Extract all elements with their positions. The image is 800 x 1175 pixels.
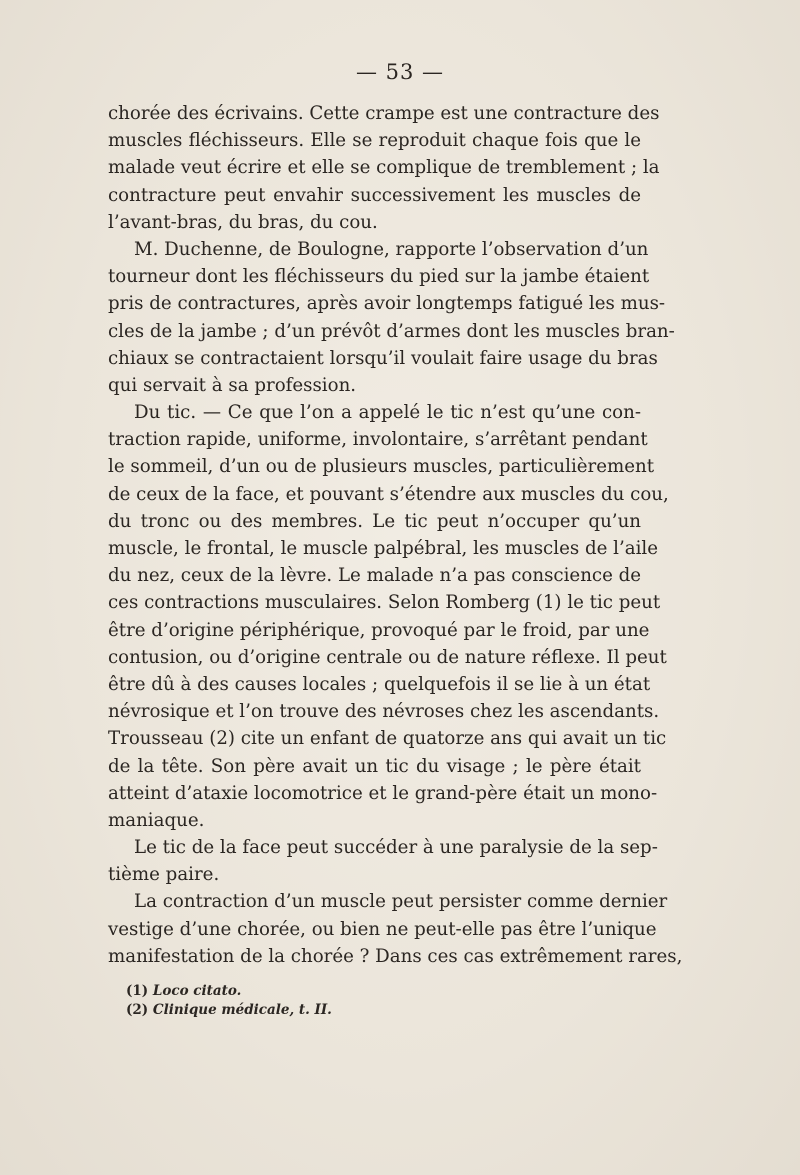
text-line: ces contractions musculaires. Selon Romberg (1) le tic peut [108, 592, 661, 614]
text-line: Le tic de la face peut succéder à une paralysie de la sep- [134, 837, 658, 859]
text-line: Trousseau (2) cite un enfant de quatorze ans qui avait un tic [108, 728, 667, 750]
text-line: le sommeil, d’un ou de plusieurs muscles, particulièrement [108, 456, 655, 478]
text-line: traction rapide, uniforme, involontaire, s’arrêtant pendant [108, 429, 648, 451]
text-line: malade veut écrire et elle se complique de tremblement ; la [108, 157, 660, 179]
text-line: muscles fléchisseurs. Elle se reproduit chaque fois que le [108, 130, 641, 152]
footnote-text: Loco citato. [152, 983, 242, 999]
text-line: tième paire. [108, 864, 220, 886]
text-line: contusion, ou d’origine centrale ou de nature réflexe. Il peut [108, 646, 667, 668]
text-line: pris de contractures, après avoir longtemps fatigué les mus- [108, 293, 666, 315]
text-line: cles de la jambe ; d’un prévôt d’armes dont les muscles bran- [108, 320, 675, 342]
text-line: être d’origine périphérique, provoqué par le froid, par une [108, 619, 650, 641]
text-line: chorée des écrivains. Cette crampe est une contracture des [108, 103, 660, 124]
text-line: Du tic. — Ce que l’on a appelé le tic n’est qu’une con- [134, 402, 641, 424]
text-line: tourneur dont les fléchisseurs du pied sur la jambe étaient [108, 266, 650, 288]
text-line: de ceux de la face, et pouvant s’étendre aux muscles du cou, [108, 483, 669, 505]
text-line: vestige d’une chorée, ou bien ne peut-elle pas être l’unique [108, 918, 657, 940]
footnote-marker: (2) [126, 1002, 149, 1018]
text-line: être dû à des causes locales ; quelquefois il se lie à un état [108, 673, 651, 695]
text-line: qui servait à sa profession. [108, 374, 357, 396]
body-text [108, 100, 683, 970]
text-line: M. Duchenne, de Boulogne, rapporte l’observation d’un [134, 238, 649, 260]
footnote [126, 1001, 526, 1020]
text-line: contracture peut envahir successivement les muscles de [108, 184, 641, 206]
text-line: La contraction d’un muscle peut persister comme dernier [134, 891, 668, 913]
footnote-text: Clinique médicale, t. II. [152, 1002, 332, 1018]
text-line: maniaque. [108, 809, 205, 831]
footnotes [126, 982, 526, 1020]
text-line: du tronc ou des membres. Le tic peut n’occuper qu’un [108, 510, 641, 532]
page-number: — 53 — [355, 60, 445, 84]
footnote-marker: (1) [126, 983, 149, 999]
text-line: névrosique et l’on trouve des névroses chez les ascendants. [108, 701, 660, 723]
text-line: chiaux se contractaient lorsqu’il voulait faire usage du bras [108, 347, 658, 369]
text-line: manifestation de la chorée ? Dans ces cas extrêmement rares, [108, 945, 683, 967]
text-line: du nez, ceux de la lèvre. Le malade n’a pas conscience de [108, 565, 642, 587]
footnote [126, 982, 526, 1001]
text-line: l’avant-bras, du bras, du cou. [108, 211, 378, 233]
text-line: de la tête. Son père avait un tic du visage ; le père était [108, 755, 641, 777]
text-line: muscle, le frontal, le muscle palpébral, les muscles de l’aile [108, 538, 658, 559]
text-line: atteint d’ataxie locomotrice et le grand-père était un mono- [108, 782, 658, 804]
